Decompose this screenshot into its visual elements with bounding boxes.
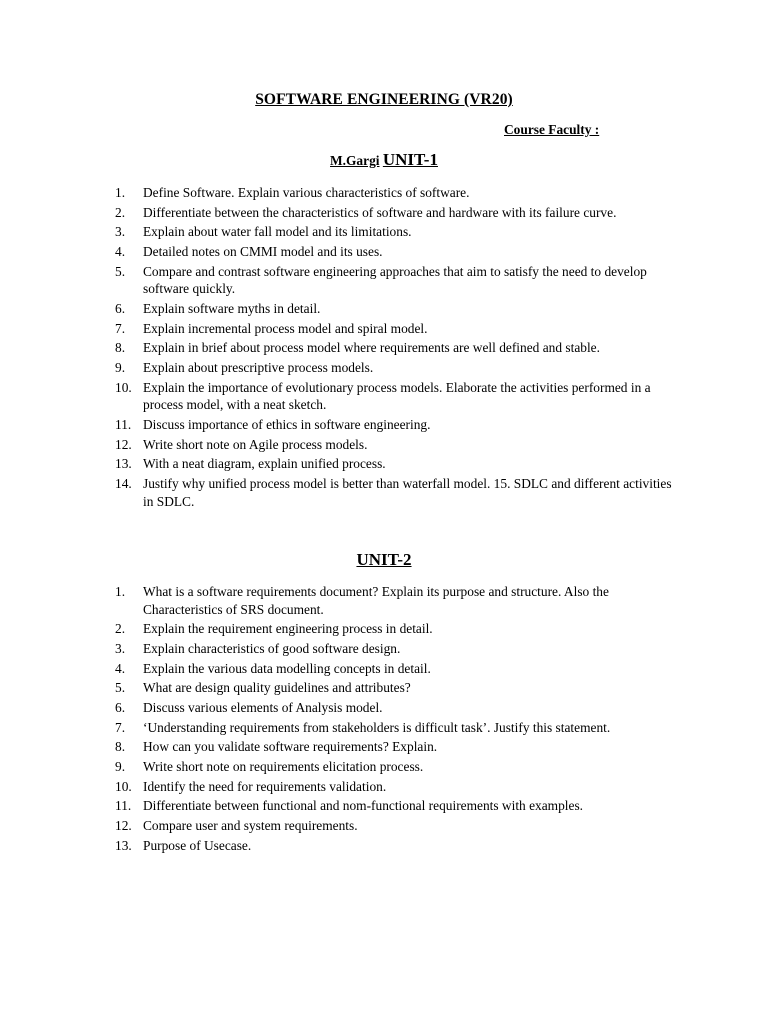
question-item (115, 660, 685, 678)
question-number: 11. (115, 798, 132, 814)
question-text: Explain about water fall model and its limitations. (143, 224, 412, 240)
question-number: 8. (115, 340, 126, 356)
question-item (115, 243, 685, 261)
question-text: ‘Understanding requirements from stakeholders is difficult task’. Justify this statement. (143, 719, 611, 735)
question-number: 1. (115, 584, 126, 599)
question-text: Detailed notes on CMMI model and its uses. (143, 244, 383, 260)
question-text: Purpose of Usecase. (143, 837, 252, 853)
question-text: Explain software myths in detail. (143, 301, 321, 317)
question-text: Write short note on requirements elicitation process. (143, 759, 424, 775)
question-item (115, 837, 685, 855)
question-number: 8. (115, 739, 126, 755)
question-text: Explain the importance of evolutionary process models. Elaborate the activities performed in a process model, with a neat sketch. (143, 379, 651, 413)
question-text: Explain the various data modelling concepts in detail. (143, 660, 431, 676)
question-item (115, 436, 685, 454)
question-item (115, 320, 685, 338)
question-text: Explain in brief about process model where requirements are well defined and stable. (143, 340, 600, 356)
unit2-question-list (115, 583, 685, 857)
question-number: 2. (115, 621, 126, 637)
question-text: Compare and contrast software engineering approaches that aim to satisfy the need to develop software quickly. (143, 263, 647, 297)
question-number: 5. (115, 680, 126, 696)
question-text: Explain incremental process model and spiral model. (143, 320, 428, 336)
unit1-question-list (115, 184, 685, 512)
question-item (115, 184, 685, 202)
unit1-header (0, 150, 768, 170)
question-item (115, 778, 685, 796)
question-item (115, 263, 685, 298)
unit1-heading: UNIT-1 (382, 150, 438, 169)
question-item (115, 455, 685, 473)
question-item (115, 223, 685, 241)
question-text: Differentiate between functional and nom-functional requirements with examples. (143, 798, 584, 814)
question-text: Explain the requirement engineering process in detail. (143, 621, 433, 637)
question-item (115, 379, 685, 414)
question-text: Define Software. Explain various characteristics of software. (143, 185, 470, 200)
question-number: 13. (115, 837, 132, 853)
document-title: SOFTWARE ENGINEERING (VR20) (255, 91, 513, 108)
question-number: 6. (115, 301, 126, 317)
question-number: 4. (115, 660, 126, 676)
question-text: Differentiate between the characteristics of software and hardware with its failure curve. (143, 204, 617, 220)
question-number: 10. (115, 778, 132, 794)
question-number: 12. (115, 436, 132, 452)
question-text: Discuss importance of ethics in software engineering. (143, 417, 431, 433)
question-text: With a neat diagram, explain unified process. (143, 456, 386, 472)
question-number: 13. (115, 456, 132, 472)
question-item (115, 300, 685, 318)
question-number: 2. (115, 204, 126, 220)
question-number: 7. (115, 719, 126, 735)
question-item (115, 719, 685, 737)
question-number: 3. (115, 640, 126, 656)
question-number: 14. (115, 476, 132, 492)
faculty-name: M.Gargi (330, 153, 380, 168)
question-number: 7. (115, 320, 126, 336)
question-text: Compare user and system requirements. (143, 818, 358, 834)
unit2-heading: UNIT-2 (356, 550, 412, 569)
question-text: Write short note on Agile process models. (143, 436, 368, 452)
question-number: 12. (115, 818, 132, 834)
question-item (115, 620, 685, 638)
question-item (115, 738, 685, 756)
question-item (115, 817, 685, 835)
question-item (115, 416, 685, 434)
question-item (115, 583, 685, 618)
question-number: 5. (115, 263, 126, 279)
question-text: Discuss various elements of Analysis model. (143, 700, 383, 716)
question-item (115, 475, 685, 510)
question-number: 4. (115, 244, 126, 260)
question-item (115, 339, 685, 357)
question-item (115, 758, 685, 776)
question-item (115, 359, 685, 377)
question-number: 1. (115, 185, 126, 200)
question-text: What are design quality guidelines and attributes? (143, 680, 411, 696)
question-item (115, 699, 685, 717)
course-faculty-label: Course Faculty : (504, 122, 600, 137)
question-number: 9. (115, 360, 126, 376)
question-number: 11. (115, 417, 132, 433)
question-number: 6. (115, 700, 126, 716)
question-number: 10. (115, 379, 132, 395)
question-item (115, 640, 685, 658)
question-text: Identify the need for requirements validation. (143, 778, 387, 794)
question-item (115, 797, 685, 815)
question-item (115, 204, 685, 222)
question-number: 9. (115, 759, 126, 775)
question-text: Justify why unified process model is better than waterfall model. 15. SDLC and different activities in SDLC. (143, 476, 672, 509)
question-text: How can you validate software requirements? Explain. (143, 739, 438, 755)
question-number: 3. (115, 224, 126, 240)
question-text: Explain about prescriptive process models. (143, 360, 374, 376)
question-text: Explain characteristics of good software design. (143, 640, 401, 656)
question-text: What is a software requirements document? Explain its purpose and structure. Also the Characteristics of SRS document. (143, 584, 609, 617)
question-item (115, 679, 685, 697)
